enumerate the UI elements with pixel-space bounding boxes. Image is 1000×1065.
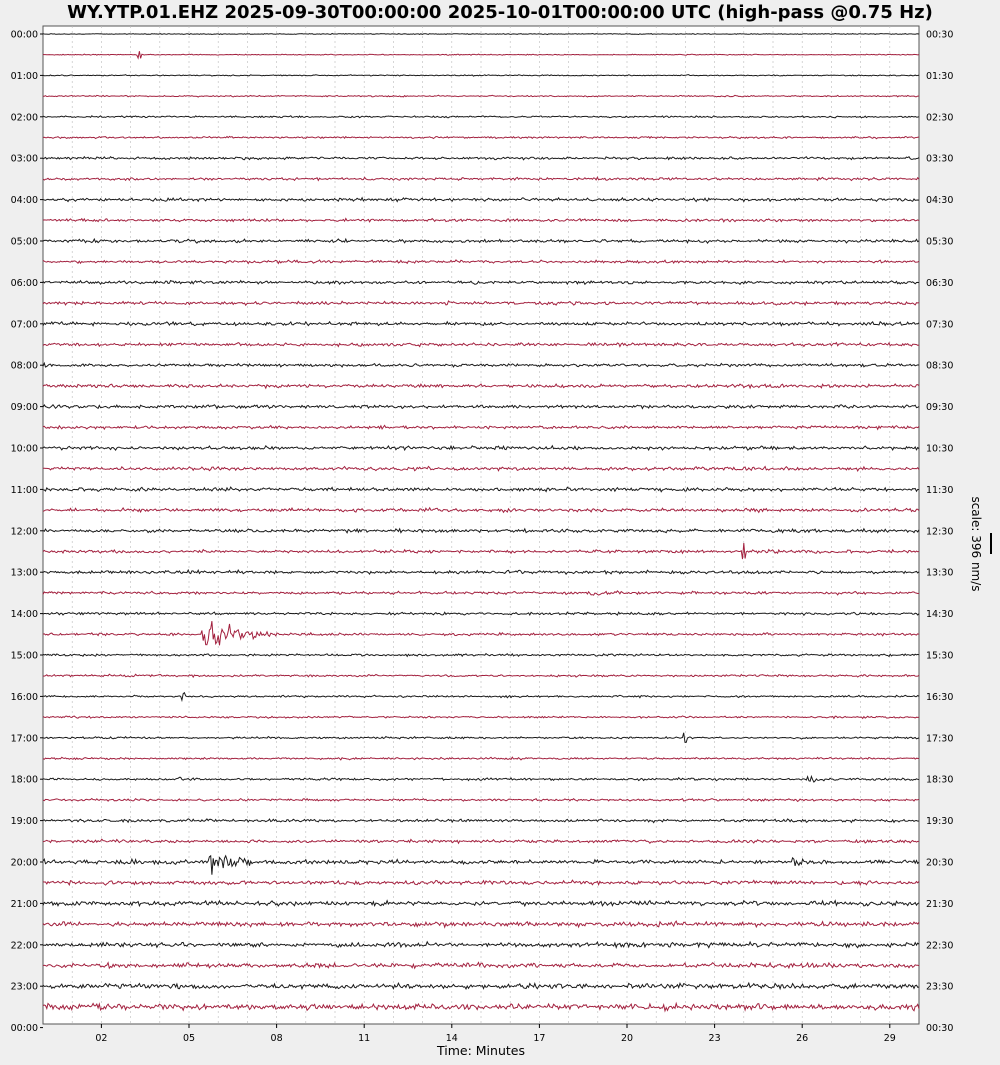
- hour-label: 04:00: [10, 195, 38, 207]
- half-hour-label: 07:30: [926, 319, 954, 331]
- hour-label: 20:00: [10, 857, 38, 869]
- hour-label: 11:00: [10, 484, 38, 496]
- hour-label: 16:00: [10, 691, 38, 703]
- left-time-labels: [11, 30, 43, 1035]
- chart-title: WY.YTP.01.EHZ 2025-09-30T00:00:00 2025-10-01T00:00:00 UTC (high-pass @0.75 Hz): [67, 2, 933, 23]
- hour-label: 18:00: [10, 774, 38, 786]
- half-hour-label: 03:30: [926, 153, 954, 165]
- half-hour-label: 10:30: [926, 443, 954, 455]
- scale-label: scale: 396 nm/s: [969, 496, 983, 592]
- half-hour-label: 18:30: [926, 774, 954, 786]
- half-hour-label: 11:30: [926, 484, 954, 496]
- hour-label: 17:00: [10, 733, 38, 745]
- x-tick-label: 02: [95, 1033, 108, 1044]
- x-tick-label: 14: [445, 1033, 458, 1044]
- hour-label: 23:00: [10, 981, 38, 993]
- hour-label: 02:00: [10, 112, 38, 124]
- hour-label: 09:00: [10, 402, 38, 414]
- half-hour-label: 02:30: [926, 112, 954, 124]
- x-tick-label: 20: [620, 1033, 634, 1044]
- half-hour-label: 08:30: [926, 360, 954, 372]
- scale-indicator: [969, 496, 991, 591]
- half-hour-label: 05:30: [926, 236, 954, 248]
- hour-label: 21:00: [10, 898, 38, 910]
- half-hour-label: 14:30: [926, 609, 954, 621]
- right-time-labels: [926, 30, 953, 1035]
- half-hour-label: 13:30: [926, 567, 954, 579]
- hour-label: 01:00: [10, 70, 38, 82]
- hour-label: 22:00: [10, 940, 38, 952]
- hour-label: 00:00: [10, 1023, 38, 1035]
- half-hour-label: 21:30: [926, 898, 954, 910]
- hour-label: 03:00: [10, 153, 38, 165]
- half-hour-label: 12:30: [926, 526, 954, 538]
- half-hour-label: 23:30: [926, 981, 954, 993]
- hour-label: 13:00: [10, 567, 38, 579]
- half-hour-label: 06:30: [926, 277, 954, 289]
- half-hour-label: 04:30: [926, 195, 954, 207]
- half-hour-label: 01:30: [926, 70, 954, 82]
- hour-label: 14:00: [10, 609, 38, 621]
- hour-label: 00:00: [10, 29, 38, 41]
- hour-label: 07:00: [10, 319, 38, 331]
- x-tick-label: 29: [883, 1033, 896, 1044]
- half-hour-label: 17:30: [926, 733, 954, 745]
- x-tick-label: 11: [358, 1033, 371, 1044]
- plot-area: [43, 26, 919, 1024]
- half-hour-label: 00:30: [926, 29, 954, 41]
- x-axis-label: Time: Minutes: [437, 1043, 525, 1058]
- half-hour-label: 19:30: [926, 816, 954, 828]
- half-hour-label: 15:30: [926, 650, 954, 662]
- hour-label: 08:00: [10, 360, 38, 372]
- half-hour-label: 16:30: [926, 691, 954, 703]
- hour-label: 19:00: [10, 816, 38, 828]
- x-tick-label: 23: [708, 1033, 721, 1044]
- hour-label: 15:00: [10, 650, 38, 662]
- half-hour-label: 09:30: [926, 402, 954, 414]
- hour-label: 12:00: [10, 526, 38, 538]
- x-tick-label: 08: [270, 1033, 283, 1044]
- x-tick-label: 26: [796, 1033, 809, 1044]
- hour-label: 05:00: [10, 236, 38, 248]
- x-tick-label: 05: [182, 1033, 196, 1044]
- half-hour-label: 22:30: [926, 940, 954, 952]
- x-tick-label: 17: [533, 1033, 546, 1044]
- x-axis-ticks: [95, 1024, 895, 1044]
- half-hour-label: 20:30: [926, 857, 954, 869]
- hour-label: 06:00: [10, 277, 38, 289]
- hour-label: 10:00: [10, 443, 38, 455]
- half-hour-label: 00:30: [926, 1023, 954, 1035]
